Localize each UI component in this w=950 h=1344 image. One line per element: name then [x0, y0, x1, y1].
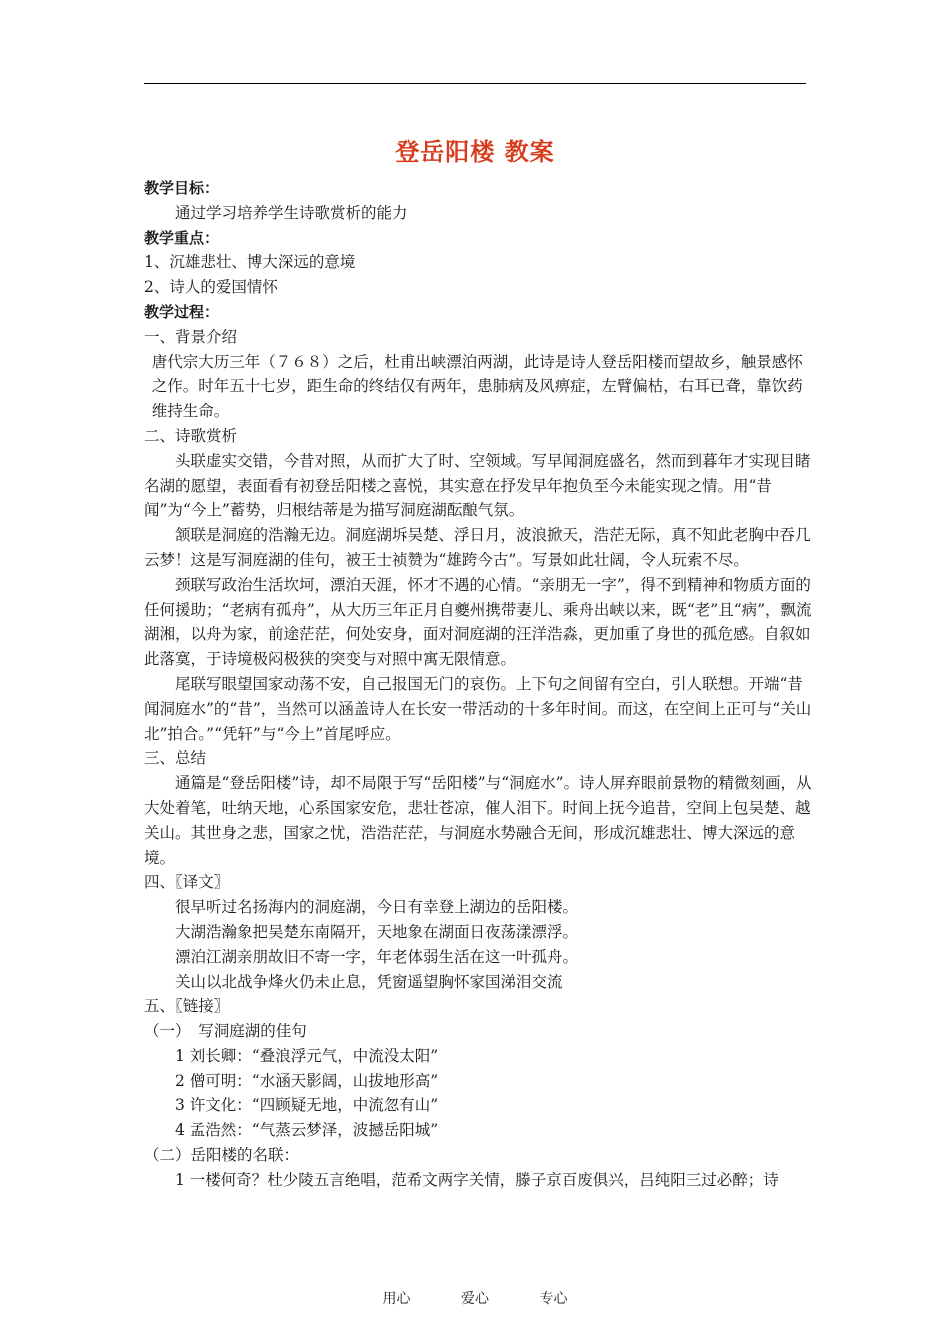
footer-word: 专心: [539, 1291, 568, 1307]
document-body: [144, 176, 812, 1193]
section-heading-summary: 三、总结: [144, 749, 207, 768]
focus-heading: 教学重点：: [144, 228, 220, 247]
footer-word: 用心: [382, 1291, 411, 1307]
section-heading-analysis: 二、诗歌赏析: [144, 426, 238, 445]
section-heading-links: 五、〖链接〗: [144, 997, 230, 1016]
process-heading: 教学过程：: [144, 302, 220, 321]
analysis-paragraph: 颈联写政治生活坎坷，漂泊天涯，怀才不遇的心情。“亲朋无一字”，得不到精神和物质方面的任何援助；“老病有孤舟”，从大历三年正月自夔州携带妻儿、乘舟出峡以来，既“老”且“病”，飘流湖湘，以舟为家，前途茫茫，何处安身，面对洞庭湖的汪洋浩淼，更加重了身世的孤危感。自叙如此落寞，于诗境极闷极狭的突变与对照中寓无限情意。: [144, 575, 812, 669]
link-line-item: 1 刘长卿：“叠浪浮元气，中流没太阳”: [175, 1046, 439, 1065]
focus-item: 2、诗人的爱国情怀: [144, 278, 278, 297]
analysis-paragraph: 颔联是洞庭的浩瀚无边。洞庭湖坼吴楚、浮日月，波浪掀天，浩茫无际，真不知此老胸中吞几云梦！这是写洞庭湖的佳句，被王士祯赞为“雄跨今古”。写景如此壮阔，令人玩索不尽。: [144, 526, 811, 569]
subsection-heading-lines: （一） 写洞庭湖的佳句: [144, 1022, 307, 1041]
couplet-text: 1 一楼何奇？杜少陵五言绝唱，范希文两字关情，滕子京百废俱兴，吕纯阳三过必醉；诗: [175, 1170, 779, 1189]
link-line-item: 4 孟浩然：“气蒸云梦泽，波撼岳阳城”: [175, 1121, 439, 1140]
page-title: 登岳阳楼 教案: [395, 138, 555, 166]
goal-heading: 教学目标：: [144, 179, 220, 197]
translation-line: 漂泊江湖亲朋故旧不寄一字，年老体弱生活在这一叶孤舟。: [175, 947, 579, 966]
translation-line: 关山以北战争烽火仍未止息，凭窗遥望胸怀家国涕泪交流: [175, 972, 563, 991]
translation-line: 大湖浩瀚象把吴楚东南隔开，天地象在湖面日夜荡漾漂浮。: [175, 922, 579, 941]
background-paragraph: 唐代宗大历三年（７６８）之后，杜甫出峡漂泊两湖，此诗是诗人登岳阳楼而望故乡，触景感怀之作。时年五十七岁，距生命的终结仅有两年，患肺病及风痹症，左臂偏枯，右耳已聋，靠饮药维持生命。: [151, 352, 803, 421]
summary-paragraph: 通篇是“登岳阳楼”诗，却不局限于写“岳阳楼”与“洞庭水”。诗人屏弃眼前景物的精微刻画，从大处着笔，吐纳天地，心系国家安危，悲壮苍凉，催人泪下。时间上抚今追昔，空间上包吴楚、越关山。其世身之悲，国家之忧，浩浩茫茫，与洞庭水势融合无间，形成沉雄悲壮、博大深远的意境。: [144, 774, 812, 867]
analysis-paragraph: 尾联写眼望国家动荡不安，自己报国无门的哀伤。上下句之间留有空白，引人联想。开端“昔闻洞庭水”的“昔”，当然可以涵盖诗人在长安一带活动的十多年时间。而这，在空间上正可与“关山北”拍合。”“凭轩”与“今上”首尾呼应。: [144, 674, 812, 743]
subsection-heading-couplets: （二）岳阳楼的名联：: [144, 1146, 300, 1165]
header-rule: [144, 83, 806, 84]
link-line-item: 3 许文化：“四顾疑无地，中流忽有山”: [175, 1096, 439, 1115]
page-footer: [0, 1288, 950, 1308]
section-heading-background: 一、背景介绍: [144, 327, 238, 346]
focus-item: 1、沉雄悲壮、博大深远的意境: [144, 253, 356, 272]
footer-word: 爱心: [461, 1291, 489, 1307]
link-line-item: 2 僧可明：“水涵天影阔，山拔地形高”: [175, 1071, 439, 1090]
analysis-paragraph: 头联虚实交错，今昔对照，从而扩大了时、空领域。写早闻洞庭盛名，然而到暮年才实现目睹名湖的愿望，表面看有初登岳阳楼之喜悦，其实意在抒发早年抱负至今未能实现之情。用“昔闻”为“今上”蓄势，归根结蒂是为描写洞庭湖酝酿气氛。: [144, 451, 811, 520]
goal-text: 通过学习培养学生诗歌赏析的能力: [175, 203, 408, 222]
translation-line: 很早听过名扬海内的洞庭湖，今日有幸登上湖边的岳阳楼。: [175, 898, 579, 917]
section-heading-translation: 四、〖译文〗: [144, 873, 230, 892]
